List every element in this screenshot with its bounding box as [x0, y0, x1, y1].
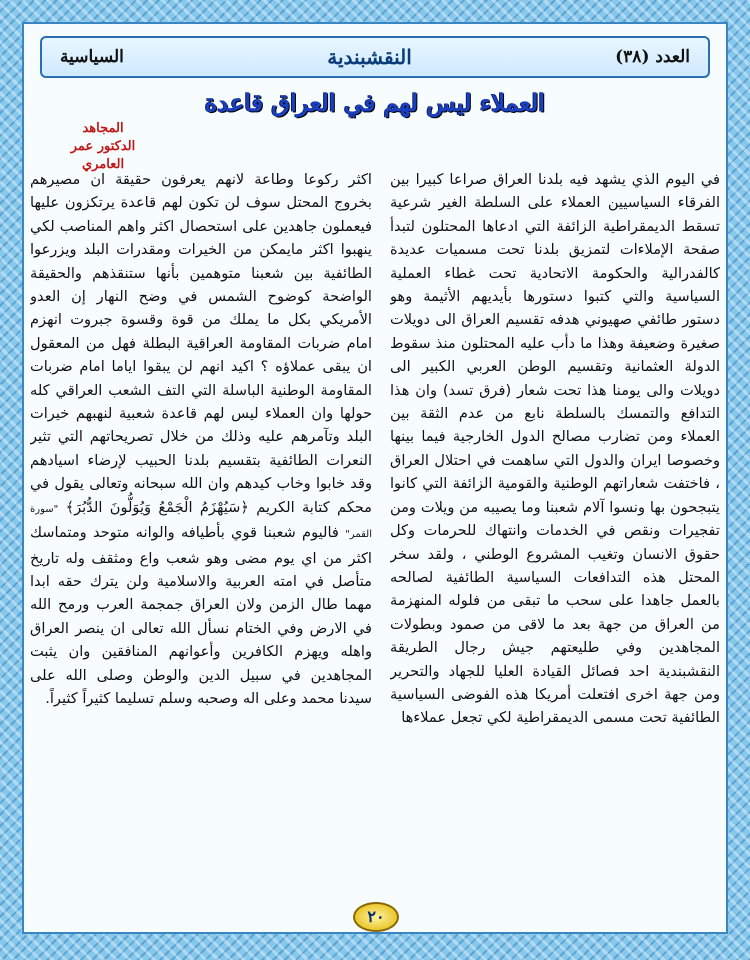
author-byline	[48, 120, 158, 174]
article-text-left	[30, 168, 372, 710]
article-text-right: في اليوم الذي يشهد فيه بلدنا العراق صراعا كبيرا بين الفرقاء السياسيين العملاء على السلطة الغير شرعية تسقط الديمقراطية الزائفة التي ادعاها المحتلون لتبدأ صفحة الإملاءات لتمزيق بلدنا تحت مسميات عديدة كالفدرالية والحكومة الاتحادية تحت غطاء العملية السياسية والتي كتبوا دستورها بأيديهم الأثيمة وهو دستور طائفي صهيوني هدفه تقسيم العراق الى دويلات صغيرة وضعيفة وهذا ما دأب عليه المحتلون منذ سقوط الدولة العثمانية وتقسيم الوطن العربي الكبير الى دويلات والى يومنا هذا تحت شعار (فرق تسد) وان هذا التدافع والتمسك بالسلطة نابع من عدم الثقة بين العملاء ومن تضارب مصالح الدول الخارجية فيما بينها وخصوصا ايران والدول التي ساهمت في احتلال العراق ، فاختفت شعاراتهم الوطنية والقومية الزائفة التي كانوا يتبجحون بها ونسوا آلام شعبنا وما يصيبه من ويلات ومن تفجيرات ونقص في الخدمات وانتهاك للحرمات وكل حقوق الانسان وتغيب المشروع الوطني ، ولقد سخر المحتل هذه التدافعات السياسية الطائفية لصالحه بالعمل جاهدا على سحب ما تبقى من فلوله المنهزمة من العراق من جهة بعد ما لاقى من صمود وبطولات المجاهدين وفي طليعتهم جيش رجال الطريقة النقشبندية احد فصائل القيادة العليا للجهاد والتحرير ومن جهة اخرى افتعلت أمريكا هذه الفوضى السياسية الطائفية تحت مسمى الديمقراطية لكي تجعل عملاءها	[390, 171, 720, 727]
author-title: المجاهد	[82, 121, 124, 136]
article-column-right	[390, 168, 720, 924]
quran-verse: ﴿سَيُهْزَمُ الْجَمْعُ وَيُوَلُّونَ الدُّبُرَ﴾	[65, 498, 249, 516]
page-header	[40, 36, 710, 78]
page-number: ٢٠	[353, 902, 399, 932]
section-label: السياسية	[60, 47, 124, 67]
author-name: الدكتور عمر العامري	[70, 139, 136, 172]
article-text-left-part2: فاليوم شعبنا قوي بأطيافه والوانه متوحد ومتماسك اكثر من اي يوم مضى وهو شعب واع ومثقف وله تاريخ متأصل في امته العربية والاسلامية ولن يترك حقه ابدا مهما طال الزمن ولان العراق جمجمة العرب ورمح الله في الارض وفي الختام نسأل الله تعالى ان ينصر العراق واهله ويهزم الكافرين وأعوانهم المنافقين وان يثبت المجاهدين في سبيل الدين والوطن وصلى الله على سيدنا محمد وعلى اله وصحبه وسلم تسليما كثيراً كثيراً.	[30, 524, 372, 707]
article-headline: العملاء ليس لهم في العراق قاعدة	[204, 88, 546, 117]
issue-number: العدد (٣٨)	[615, 47, 690, 67]
surah-reference: "سورة القمر"	[30, 503, 372, 541]
publication-logo: النقشبندية	[327, 45, 412, 69]
article-column-left	[30, 168, 372, 924]
article-text-left-part1: اكثر ركوعا وطاعة لانهم يعرفون حقيقة ان مصيرهم بخروج المحتل سوف لن تكون لهم قاعدة يرتكزون عليها فيعملون جاهدين على استحصال اكثر واهم المناصب لكي ينهبوا اكثر مايمكن من الخيرات ومقدرات البلد ويزرعوا الطائفية بين شعبنا متوهمين بأنها ستنقذهم والحقيقة الواضحة كوضوح الشمس في وضح النهار إن العدو الأمريكي بكل ما يملك من قوة وقسوة جبروت انهزم امام ضربات المقاومة العراقية البطلة فهل من المعقول ان يبقى عملاؤه ؟ اكيد انهم لن يبقوا اياما امام ضربات المقاومة الوطنية الباسلة التي التف الشعب العراقي كله حولها وان العملاء ليس لهم قاعدة شعبية لنهبهم خيرات البلد وتآمرهم عليه وذلك من خلال تصريحاتهم التي تثير النعرات الطائفية بتقسيم بلدنا الحبيب لإرضاء اسيادهم وقد خابوا وخاب كيدهم وان الله سبحانه وتعالى يقول في محكم كتابة الكريم	[30, 171, 372, 516]
